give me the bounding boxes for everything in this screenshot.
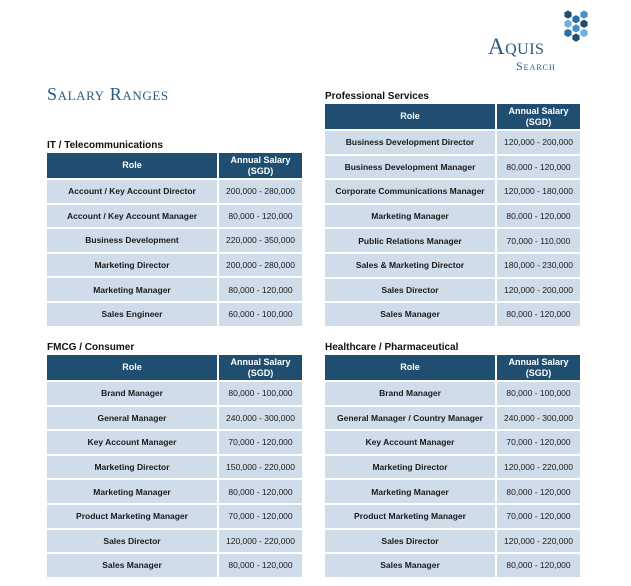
- salary-cell: 120,000 - 200,000: [497, 131, 580, 154]
- salary-cell: 80,000 - 120,000: [219, 278, 302, 301]
- salary-column-header: [497, 104, 580, 129]
- salary-cell: 200,000 - 280,000: [219, 254, 302, 277]
- salary-cell: 120,000 - 220,000: [497, 456, 580, 479]
- table-row: [325, 180, 580, 203]
- salary-cell: 60,000 - 100,000: [219, 303, 302, 326]
- role-cell: Sales Director: [325, 279, 497, 302]
- section-professional-services: [325, 90, 580, 328]
- salary-header-line2: (SGD): [525, 367, 552, 378]
- role-cell: Marketing Director: [325, 456, 497, 479]
- role-column-header: Role: [47, 153, 219, 178]
- salary-cell: 240,000 - 300,000: [219, 407, 302, 430]
- salary-cell: 80,000 - 120,000: [497, 480, 580, 503]
- table-row: [47, 254, 302, 277]
- table-header-row: [325, 104, 580, 129]
- role-cell: Marketing Manager: [325, 205, 497, 228]
- table-header-row: [47, 153, 302, 178]
- page-title: Salary Ranges: [47, 84, 169, 104]
- section-title: Professional Services: [325, 91, 429, 102]
- table-row: [325, 131, 580, 154]
- table-row: [325, 505, 580, 528]
- table-row: [47, 278, 302, 301]
- table-row: [325, 156, 580, 179]
- role-cell: Sales Manager: [47, 554, 219, 577]
- salary-header-line2: (SGD): [525, 116, 552, 127]
- table-row: [47, 229, 302, 252]
- role-cell: Sales Manager: [325, 303, 497, 326]
- table-row: [325, 554, 580, 577]
- section-title: IT / Telecommunications: [47, 140, 163, 151]
- salary-header-line2: (SGD): [247, 367, 274, 378]
- table-row: [47, 530, 302, 553]
- salary-cell: 80,000 - 120,000: [497, 205, 580, 228]
- salary-cell: 70,000 - 120,000: [497, 431, 580, 454]
- salary-cell: 70,000 - 110,000: [497, 229, 580, 252]
- table-row: [325, 480, 580, 503]
- table-row: [47, 303, 302, 326]
- salary-cell: 80,000 - 120,000: [497, 303, 580, 326]
- table-row: [325, 530, 580, 553]
- logo-wordmark: Aquis: [488, 34, 545, 59]
- role-cell: Account / Key Account Manager: [47, 205, 219, 228]
- salary-table: [325, 353, 580, 579]
- role-cell: Brand Manager: [47, 382, 219, 405]
- salary-column-header: [219, 153, 302, 178]
- role-cell: Brand Manager: [325, 382, 497, 405]
- salary-cell: 70,000 - 120,000: [497, 505, 580, 528]
- salary-cell: 120,000 - 200,000: [497, 279, 580, 302]
- table-header-row: [325, 355, 580, 380]
- salary-cell: 200,000 - 280,000: [219, 180, 302, 203]
- role-cell: Account / Key Account Director: [47, 180, 219, 203]
- salary-cell: 80,000 - 100,000: [497, 382, 580, 405]
- salary-cell: 80,000 - 100,000: [219, 382, 302, 405]
- table-row: [47, 456, 302, 479]
- table-row: [47, 382, 302, 405]
- table-row: [325, 431, 580, 454]
- salary-table: [47, 353, 302, 579]
- table-row: [47, 431, 302, 454]
- salary-cell: 80,000 - 120,000: [497, 554, 580, 577]
- section-title: FMCG / Consumer: [47, 342, 135, 353]
- table-row: [47, 554, 302, 577]
- table-row: [325, 407, 580, 430]
- role-cell: Sales Manager: [325, 554, 497, 577]
- role-cell: General Manager / Country Manager: [325, 407, 497, 430]
- salary-cell: 80,000 - 120,000: [497, 156, 580, 179]
- role-column-header: Role: [47, 355, 219, 380]
- salary-header-line1: Annual Salary: [508, 105, 569, 116]
- salary-column-header: [219, 355, 302, 380]
- salary-cell: 150,000 - 220,000: [219, 456, 302, 479]
- role-cell: Product Marketing Manager: [47, 505, 219, 528]
- salary-header-line1: Annual Salary: [230, 356, 291, 367]
- table-row: [47, 480, 302, 503]
- role-cell: Sales & Marketing Director: [325, 254, 497, 277]
- salary-column-header: [497, 355, 580, 380]
- role-cell: Sales Engineer: [47, 303, 219, 326]
- salary-header-line1: Annual Salary: [230, 154, 291, 165]
- role-column-header: Role: [325, 355, 497, 380]
- section-healthcare-pharmaceutical: [325, 341, 580, 579]
- salary-cell: 120,000 - 220,000: [497, 530, 580, 553]
- role-cell: General Manager: [47, 407, 219, 430]
- aquis-search-logo: [488, 8, 608, 73]
- salary-cell: 70,000 - 120,000: [219, 431, 302, 454]
- section-fmcg-consumer: [47, 341, 302, 579]
- table-header-row: [47, 355, 302, 380]
- salary-cell: 70,000 - 120,000: [219, 505, 302, 528]
- table-row: [47, 407, 302, 430]
- salary-header-line2: (SGD): [247, 165, 274, 176]
- table-row: [325, 205, 580, 228]
- salary-cell: 120,000 - 180,000: [497, 180, 580, 203]
- role-cell: Marketing Manager: [325, 480, 497, 503]
- table-row: [325, 303, 580, 326]
- role-cell: Business Development: [47, 229, 219, 252]
- table-row: [325, 254, 580, 277]
- salary-table: [325, 102, 580, 328]
- hexagon-cluster-icon: [558, 8, 598, 50]
- role-column-header: Role: [325, 104, 497, 129]
- salary-cell: 80,000 - 120,000: [219, 205, 302, 228]
- role-cell: Business Development Director: [325, 131, 497, 154]
- role-cell: Business Development Manager: [325, 156, 497, 179]
- role-cell: Key Account Manager: [325, 431, 497, 454]
- table-row: [47, 180, 302, 203]
- salary-header-line1: Annual Salary: [508, 356, 569, 367]
- salary-cell: 120,000 - 220,000: [219, 530, 302, 553]
- table-row: [47, 505, 302, 528]
- role-cell: Marketing Director: [47, 254, 219, 277]
- salary-cell: 180,000 - 230,000: [497, 254, 580, 277]
- table-row: [325, 279, 580, 302]
- section-title: Healthcare / Pharmaceutical: [325, 342, 459, 353]
- table-row: [325, 382, 580, 405]
- salary-cell: 80,000 - 120,000: [219, 480, 302, 503]
- section-it-telecommunications: [47, 139, 302, 328]
- salary-cell: 240,000 - 300,000: [497, 407, 580, 430]
- role-cell: Public Relations Manager: [325, 229, 497, 252]
- salary-cell: 220,000 - 350,000: [219, 229, 302, 252]
- logo-subtitle: Search: [516, 59, 556, 73]
- role-cell: Sales Director: [47, 530, 219, 553]
- salary-table: [47, 151, 302, 328]
- salary-cell: 80,000 - 120,000: [219, 554, 302, 577]
- role-cell: Marketing Manager: [47, 480, 219, 503]
- role-cell: Product Marketing Manager: [325, 505, 497, 528]
- role-cell: Marketing Manager: [47, 278, 219, 301]
- role-cell: Corporate Communications Manager: [325, 180, 497, 203]
- table-row: [325, 456, 580, 479]
- role-cell: Sales Director: [325, 530, 497, 553]
- role-cell: Key Account Manager: [47, 431, 219, 454]
- table-row: [325, 229, 580, 252]
- role-cell: Marketing Director: [47, 456, 219, 479]
- table-row: [47, 205, 302, 228]
